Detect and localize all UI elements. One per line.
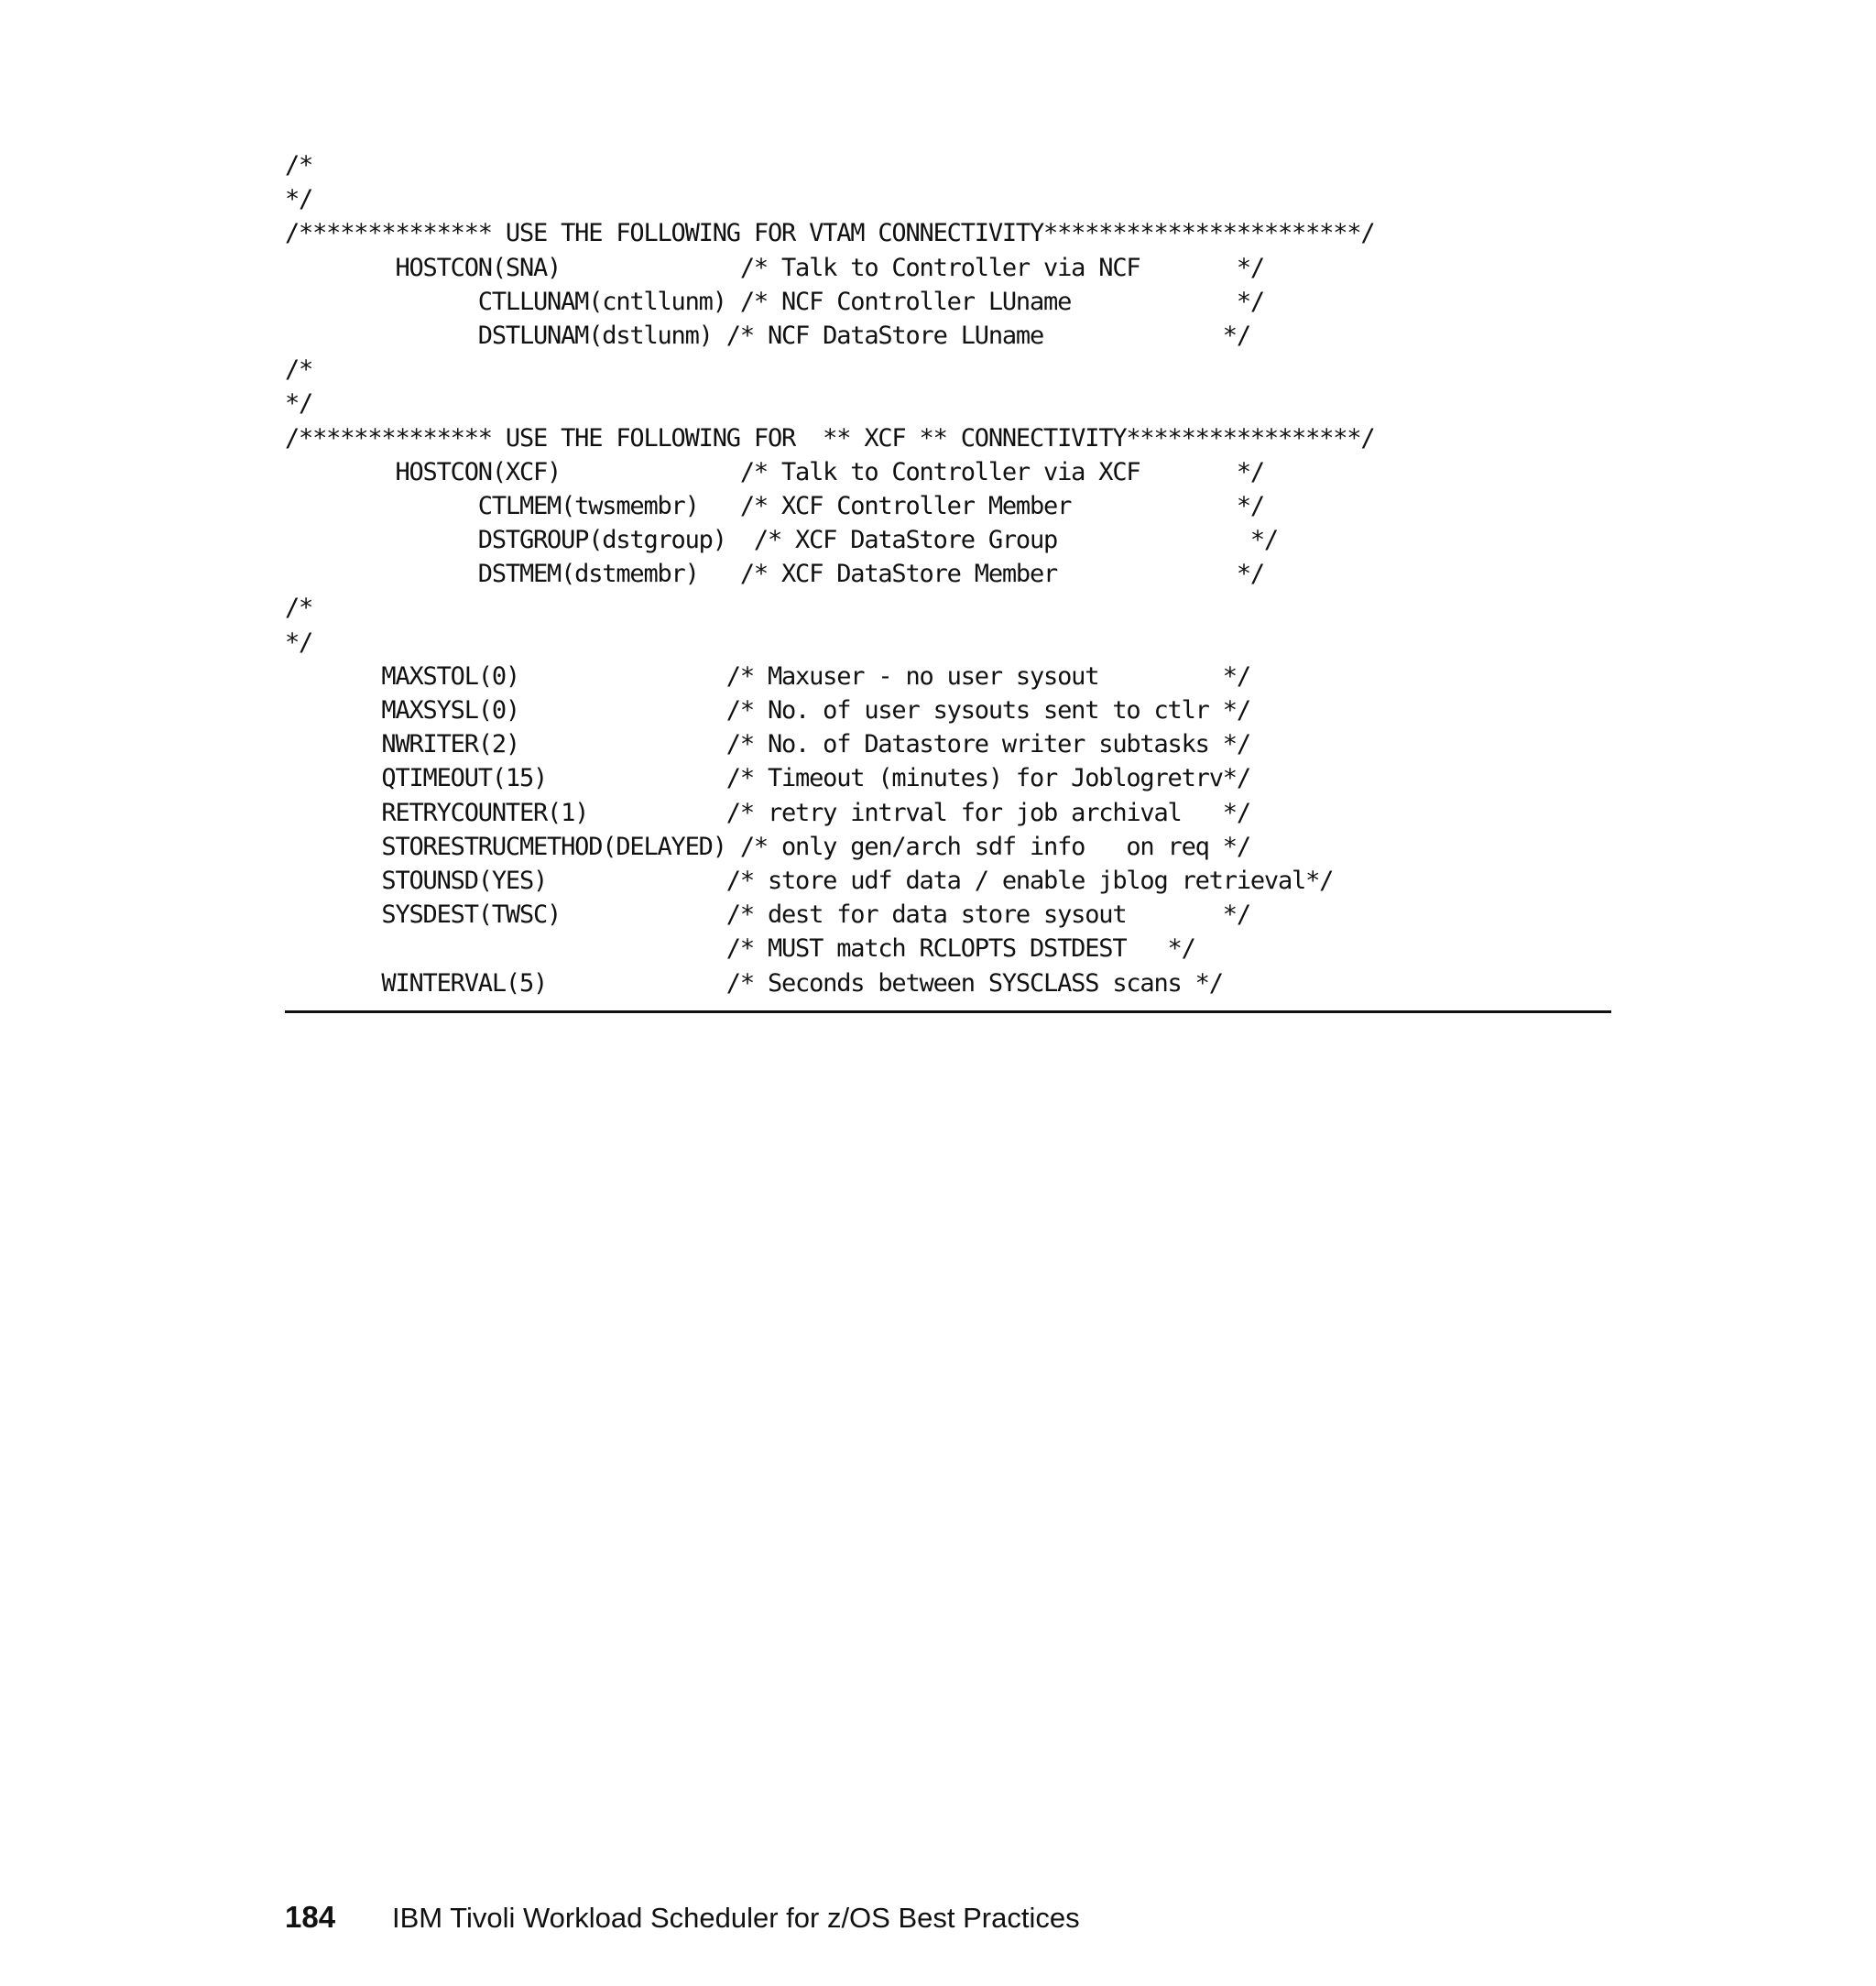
code-line: RETRYCOUNTER(1) /* retry intrval for job archival */ <box>285 798 1250 827</box>
code-line: /************** USE THE FOLLOWING FOR ** XCF ** CONNECTIVITY*****************/ <box>285 423 1375 453</box>
code-line: CTLMEM(twsmembr) /* XCF Controller Member */ <box>285 491 1264 520</box>
code-line: HOSTCON(XCF) /* Talk to Controller via XCF */ <box>285 457 1264 486</box>
book-title: IBM Tivoli Workload Scheduler for z/OS Best Practices <box>392 1902 1080 1934</box>
code-line: DSTMEM(dstmembr) /* XCF DataStore Member */ <box>285 560 1264 589</box>
code-line: */ <box>285 185 313 214</box>
code-line: /* <box>285 151 313 180</box>
code-line: */ <box>285 627 313 657</box>
code-line: /* <box>285 355 313 385</box>
code-line: STOUNSD(YES) /* store udf data / enable jblog retrieval*/ <box>285 866 1334 895</box>
code-line: WINTERVAL(5) /* Seconds between SYSCLASS scans */ <box>285 968 1223 998</box>
code-end-rule <box>285 1010 1611 1013</box>
code-line: /* <box>285 594 313 623</box>
page-number: 184 <box>285 1900 336 1934</box>
code-line: NWRITER(2) /* No. of Datastore writer subtasks */ <box>285 730 1250 759</box>
code-listing <box>285 148 1611 1000</box>
page-footer <box>285 1900 1080 1937</box>
code-line: /************** USE THE FOLLOWING FOR VTAM CONNECTIVITY***********************/ <box>285 219 1375 248</box>
code-line: DSTLUNAM(dstlunm) /* NCF DataStore LUname */ <box>285 321 1250 350</box>
code-line: SYSDEST(TWSC) /* dest for data store sysout */ <box>285 900 1250 930</box>
code-line: CTLLUNAM(cntllunm) /* NCF Controller LUname */ <box>285 287 1264 316</box>
code-line: QTIMEOUT(15) /* Timeout (minutes) for Joblogretrv*/ <box>285 764 1250 793</box>
code-line: DSTGROUP(dstgroup) /* XCF DataStore Group */ <box>285 526 1278 555</box>
code-line: MAXSYSL(0) /* No. of user sysouts sent to ctlr */ <box>285 696 1250 725</box>
code-line: MAXSTOL(0) /* Maxuser - no user sysout */ <box>285 661 1250 691</box>
code-line: HOSTCON(SNA) /* Talk to Controller via NCF */ <box>285 253 1264 282</box>
code-line: STORESTRUCMETHOD(DELAYED) /* only gen/arch sdf info on req */ <box>285 832 1250 861</box>
code-line: /* MUST match RCLOPTS DSTDEST */ <box>285 934 1195 964</box>
code-line: */ <box>285 389 313 419</box>
